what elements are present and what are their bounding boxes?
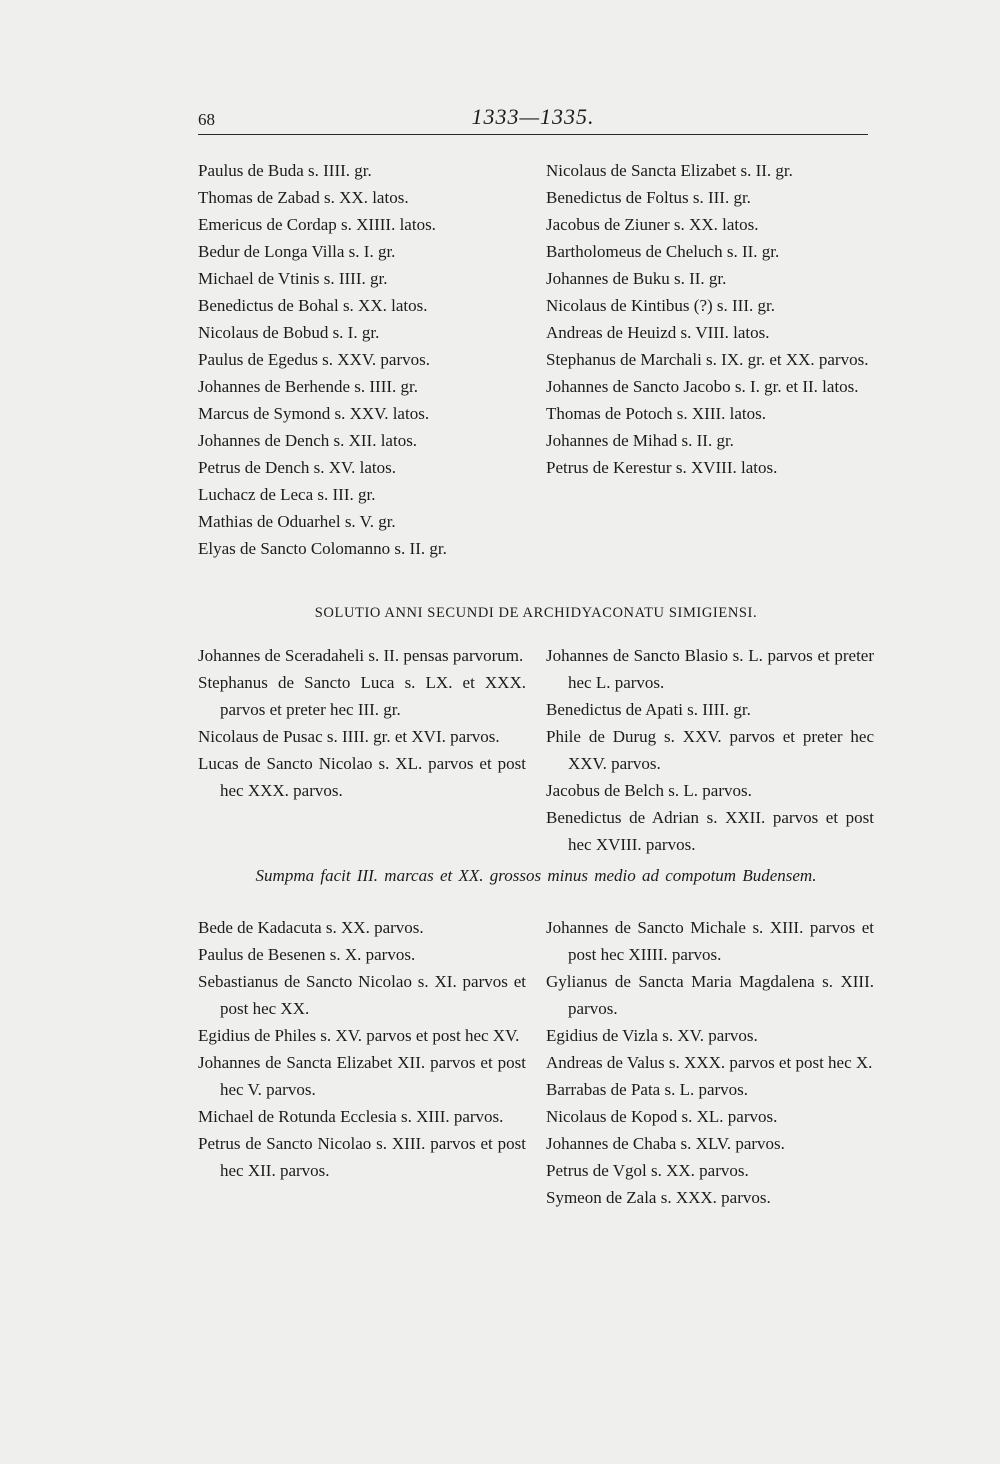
entry: Paulus de Egedus s. XXV. parvos. bbox=[198, 350, 431, 369]
entries-column-right bbox=[546, 642, 874, 858]
entry: Benedictus de Apati s. IIII. gr. bbox=[546, 700, 751, 719]
entry: Paulus de Buda s. IIII. gr. bbox=[198, 161, 372, 180]
entry: Benedictus de Adrian s. XXII. parvos et post hec XVIII. parvos. bbox=[546, 808, 874, 854]
entry: Petrus de Kerestur s. XVIII. latos. bbox=[546, 458, 778, 477]
entry: Thomas de Potoch s. XIII. latos. bbox=[546, 404, 767, 423]
section-heading: SOLUTIO ANNI SECUNDI DE ARCHIDYACONATU SIMIGIENSI. bbox=[314, 605, 758, 621]
entry: Johannes de Berhende s. IIII. gr. bbox=[198, 377, 418, 396]
entry: Symeon de Zala s. XXX. parvos. bbox=[546, 1188, 771, 1207]
entry: Mathias de Oduarhel s. V. gr. bbox=[198, 512, 396, 531]
page-header bbox=[198, 104, 868, 135]
entry: Johannes de Dench s. XII. latos. bbox=[198, 431, 418, 450]
entry: Johannes de Buku s. II. gr. bbox=[546, 269, 727, 288]
entries-column-right bbox=[546, 157, 874, 481]
page-number: 68 bbox=[198, 110, 215, 129]
entry: Sebastianus de Sancto Nicolao s. XI. parvos et post hec XX. bbox=[198, 972, 526, 1018]
entry: Nicolaus de Kintibus (?) s. III. gr. bbox=[546, 296, 775, 315]
running-head: 1333—1335. bbox=[471, 104, 595, 129]
entry: Michael de Rotunda Ecclesia s. XIII. parvos. bbox=[198, 1107, 504, 1126]
entry: Andreas de Valus s. XXX. parvos et post hec X. bbox=[546, 1053, 873, 1072]
entry: Johannes de Sceradaheli s. II. pensas parvorum. bbox=[198, 646, 524, 665]
entry: Petrus de Vgol s. XX. parvos. bbox=[546, 1161, 749, 1180]
entry: Michael de Vtinis s. IIII. gr. bbox=[198, 269, 388, 288]
entry: Elyas de Sancto Colomanno s. II. gr. bbox=[198, 539, 447, 558]
entry: Egidius de Philes s. XV. parvos et post hec XV. bbox=[198, 1026, 520, 1045]
entry: Gylianus de Sancta Maria Magdalena s. XIII. parvos. bbox=[546, 972, 874, 1018]
entry: Barrabas de Pata s. L. parvos. bbox=[546, 1080, 749, 1099]
entry: Marcus de Symond s. XXV. latos. bbox=[198, 404, 430, 423]
entry: Petrus de Sancto Nicolao s. XIII. parvos et post hec XII. parvos. bbox=[198, 1134, 526, 1180]
entry: Andreas de Heuizd s. VIII. latos. bbox=[546, 323, 770, 342]
entry: Benedictus de Bohal s. XX. latos. bbox=[198, 296, 428, 315]
entry: Johannes de Sancto Blasio s. L. parvos et preter hec L. parvos. bbox=[546, 646, 874, 692]
entry: Emericus de Cordap s. XIIII. latos. bbox=[198, 215, 436, 234]
entries-column-left bbox=[198, 914, 526, 1184]
entry: Stephanus de Sancto Luca s. LX. et XXX. parvos et preter hec III. gr. bbox=[198, 673, 526, 719]
entry: Nicolaus de Sancta Elizabet s. II. gr. bbox=[546, 161, 793, 180]
entry: Paulus de Besenen s. X. parvos. bbox=[198, 945, 416, 964]
entry: Egidius de Vizla s. XV. parvos. bbox=[546, 1026, 758, 1045]
entry: Nicolaus de Pusac s. IIII. gr. et XVI. parvos. bbox=[198, 727, 500, 746]
entry: Johannes de Chaba s. XLV. parvos. bbox=[546, 1134, 785, 1153]
entries-column-right bbox=[546, 914, 874, 1211]
entry: Phile de Durug s. XXV. parvos et preter hec XXV. parvos. bbox=[546, 727, 874, 773]
entry: Benedictus de Foltus s. III. gr. bbox=[546, 188, 751, 207]
entry: Nicolaus de Kopod s. XL. parvos. bbox=[546, 1107, 778, 1126]
entry: Johannes de Sancta Elizabet XII. parvos et post hec V. parvos. bbox=[198, 1053, 526, 1099]
entry: Johannes de Sancto Michale s. XIII. parvos et post hec XIIII. parvos. bbox=[546, 918, 874, 964]
entry: Petrus de Dench s. XV. latos. bbox=[198, 458, 396, 477]
entries-column-left bbox=[198, 642, 526, 804]
entry: Luchacz de Leca s. III. gr. bbox=[198, 485, 376, 504]
entry: Johannes de Sancto Jacobo s. I. gr. et II. latos. bbox=[546, 377, 859, 396]
entry: Jacobus de Belch s. L. parvos. bbox=[546, 781, 752, 800]
entry: Lucas de Sancto Nicolao s. XL. parvos et post hec XXX. parvos. bbox=[198, 754, 526, 800]
entry: Stephanus de Marchali s. IX. gr. et XX. parvos. bbox=[546, 350, 869, 369]
entry: Nicolaus de Bobud s. I. gr. bbox=[198, 323, 380, 342]
entry: Jacobus de Ziuner s. XX. latos. bbox=[546, 215, 759, 234]
entry: Bede de Kadacuta s. XX. parvos. bbox=[198, 918, 424, 937]
entry: Thomas de Zabad s. XX. latos. bbox=[198, 188, 409, 207]
entry: Johannes de Mihad s. II. gr. bbox=[546, 431, 734, 450]
entries-column-left bbox=[198, 157, 526, 562]
entry: Bartholomeus de Cheluch s. II. gr. bbox=[546, 242, 780, 261]
summa-line: Sumpma facit III. marcas et XX. grossos minus medio ad compotum Budensem. bbox=[255, 866, 817, 885]
entry: Bedur de Longa Villa s. I. gr. bbox=[198, 242, 396, 261]
